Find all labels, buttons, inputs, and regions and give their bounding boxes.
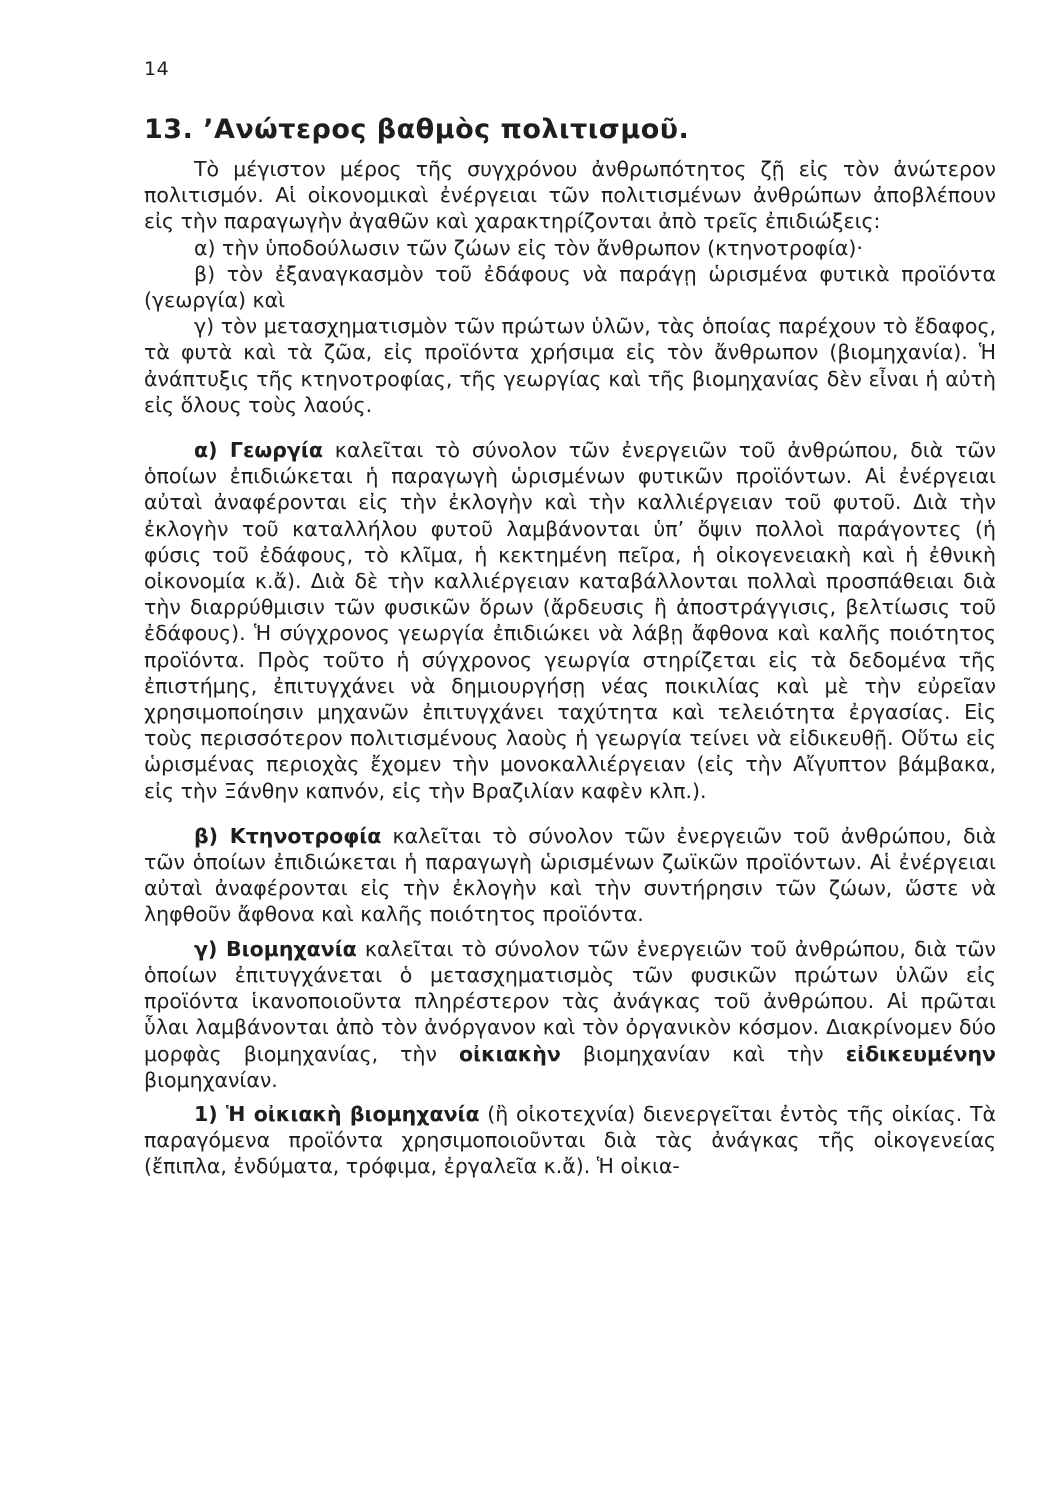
viomichania-mid: βιομηχανίαν καὶ τὴν	[560, 1041, 846, 1066]
viomichania-term: γ) Βιομηχανία	[194, 936, 357, 961]
body-text	[144, 156, 996, 1180]
list-item-b: β) τὸν ἐξαναγκασμὸν τοῦ ἐδάφους νὰ παράγῃ ὡρισμένα φυτικὰ προϊόντα (γεωργία) καὶ	[144, 261, 996, 313]
oikiaki-term: 1) Ἡ οἰκιακὴ βιομηχανία	[194, 1101, 480, 1126]
georgia-text: καλεῖται τὸ σύνολον τῶν ἐνεργειῶν τοῦ ἀνθρώπου, διὰ τῶν ὁποίων ἐπιδιώκεται ἡ παραγωγὴ ὡρισμένων φυτικῶν προϊόντων. Αἱ ἐνέργειαι αὐταὶ ἀναφέρονται εἰς τὴν ἐκλογὴν καὶ τὴν καλλιέργειαν τοῦ φυτοῦ. Διὰ τὴν ἐκλογὴν τοῦ καταλλήλου φυτοῦ λαμβάνονται ὑπ’ ὄψιν πολλοὶ παράγοντες (ἡ φύσις τοῦ ἐδάφους, τὸ κλῖμα, ἡ κεκτημένη πεῖρα, ἡ οἰκογενειακὴ καὶ ἡ ἐθνικὴ οἰκονομία κ.ἄ). Διὰ δὲ τὴν καλλιέργειαν καταβάλλονται πολλαὶ προσπάθειαι διὰ τὴν διαρρύθμισιν τῶν φυσικῶν ὅρων (ἄρδευσις ἢ ἀποστράγγισις, βελτίωσις τοῦ ἐδάφους). Ἡ σύγχρονος γεωργία ἐπιδιώκει νὰ λάβῃ ἄφθονα καὶ καλῆς ποιότητος προϊόντα. Πρὸς τοῦτο ἡ σύγχρονος γεωργία στηρίζεται εἰς τὰ δεδομένα τῆς ἐπιστήμης, ἐπιτυγχάνει νὰ δημιουργήσῃ νέας ποικιλίας καὶ μὲ τὴν εὐρεῖαν χρησιμοποίησιν μηχανῶν ἐπιτυγχάνει ταχύτητα καὶ τελειότητα ἐργασίας. Εἰς τοὺς περισσότερον πολιτισμένους λαοὺς ἡ γεωργία τείνει νὰ εἰδικευθῇ. Οὕτω εἰς ὡρισμένας περιοχὰς ἔχομεν τὴν μονοκαλλιέργειαν (εἰς τὴν Αἴγυπτον βάμβακα, εἰς τὴν Ξάνθην καπνόν, εἰς τὴν Βραζιλίαν καφὲν κλπ.).	[144, 438, 997, 803]
eidikeymeni-term-inline: εἰδικευμένην	[845, 1041, 997, 1066]
list-item-c: γ) τὸν μετασχηματισμὸν τῶν πρώτων ὑλῶν, τὰς ὁποίας παρέχουν τὸ ἔδαφος, τὰ φυτὰ καὶ τὰ ζῶα, εἰς προϊόντα χρήσιμα εἰς τὸν ἄνθρωπον (βιομηχανία). Ἡ ἀνάπτυξις τῆς κτηνοτροφίας, τῆς γεωργίας καὶ τῆς βιομηχανίας δὲν εἶναι ἡ αὐτὴ εἰς ὅλους τοὺς λαούς.	[144, 314, 996, 417]
ktinotrofia-paragraph	[144, 823, 996, 928]
oikiaki-term-inline: οἰκιακὴν	[459, 1041, 561, 1066]
list-item-a: α) τὴν ὑποδούλωσιν τῶν ζώων εἰς τὸν ἄνθρωπον (κτηνοτροφία)·	[194, 235, 863, 260]
oikiaki-paragraph	[144, 1101, 996, 1180]
section-heading: 13. ’Ανώτερος βαθμὸς πολιτισμοῦ.	[144, 114, 690, 145]
intro-paragraph: Τὸ μέγιστον μέρος τῆς συγχρόνου ἀνθρωπότητος ζῇ εἰς τὸν ἀνώτερον πολιτισμόν. Αἱ οἰκονομικαὶ ἐνέργειαι τῶν πολιτισμένων ἀνθρώπων ἀποβλέπουν εἰς τὴν παραγωγὴν ἀγαθῶν καὶ χαρακτηρίζονται ἀπὸ τρεῖς ἐπιδιώξεις:	[144, 157, 996, 234]
oikiaki-text: (ἢ οἰκοτεχνία) διενεργεῖται ἐντὸς τῆς οἰκίας. Τὰ παραγόμενα προϊόντα χρησιμοποιοῦνται διὰ τὰς ἀνάγκας τῆς οἰκογενείας (ἔπιπλα, ἐνδύματα, τρόφιμα, ἐργαλεῖα κ.ἄ). Ἡ οἰκια-	[144, 1101, 996, 1179]
viomichania-end: βιομηχανίαν.	[144, 1067, 278, 1092]
viomichania-paragraph	[144, 936, 996, 1093]
ktinotrofia-term: β) Κτηνοτροφία	[194, 823, 382, 848]
georgia-term: α) Γεωργία	[194, 438, 323, 463]
page-number: 14	[144, 58, 170, 80]
viomichania-text: καλεῖται τὸ σύνολον τῶν ἐνεργειῶν τοῦ ἀνθρώπου, διὰ τῶν ὁποίων ἐπιτυγχάνεται ὁ μετασχηματισμὸς τῶν φυσικῶν πρώτων ὑλῶν εἰς προϊόντα ἱκανοποιοῦντα πληρέστερον τὰς ἀνάγκας τοῦ ἀνθρώπου. Αἱ πρῶται ὗλαι λαμβάνονται ἀπὸ τὸν ἀνόργανον καὶ τὸν ὀργανικὸν κόσμον. Διακρίνομεν δύο μορφὰς βιομηχανίας, τὴν	[144, 936, 996, 1066]
ktinotrofia-text: καλεῖται τὸ σύνολον τῶν ἐνεργειῶν τοῦ ἀνθρώπου, διὰ τῶν ὁποίων ἐπιδιώκεται ἡ παραγωγὴ ὡρισμένων ζωϊκῶν προϊόντων. Αἱ ἐνέργειαι αὐταὶ ἀναφέρονται εἰς τὴν ἐκλογὴν καὶ τὴν συντήρησιν τῶν ζώων, ὥστε νὰ ληφθοῦν ἄφθονα καὶ καλῆς ποιότητος προϊόντα.	[144, 823, 996, 927]
georgia-paragraph	[144, 437, 996, 804]
